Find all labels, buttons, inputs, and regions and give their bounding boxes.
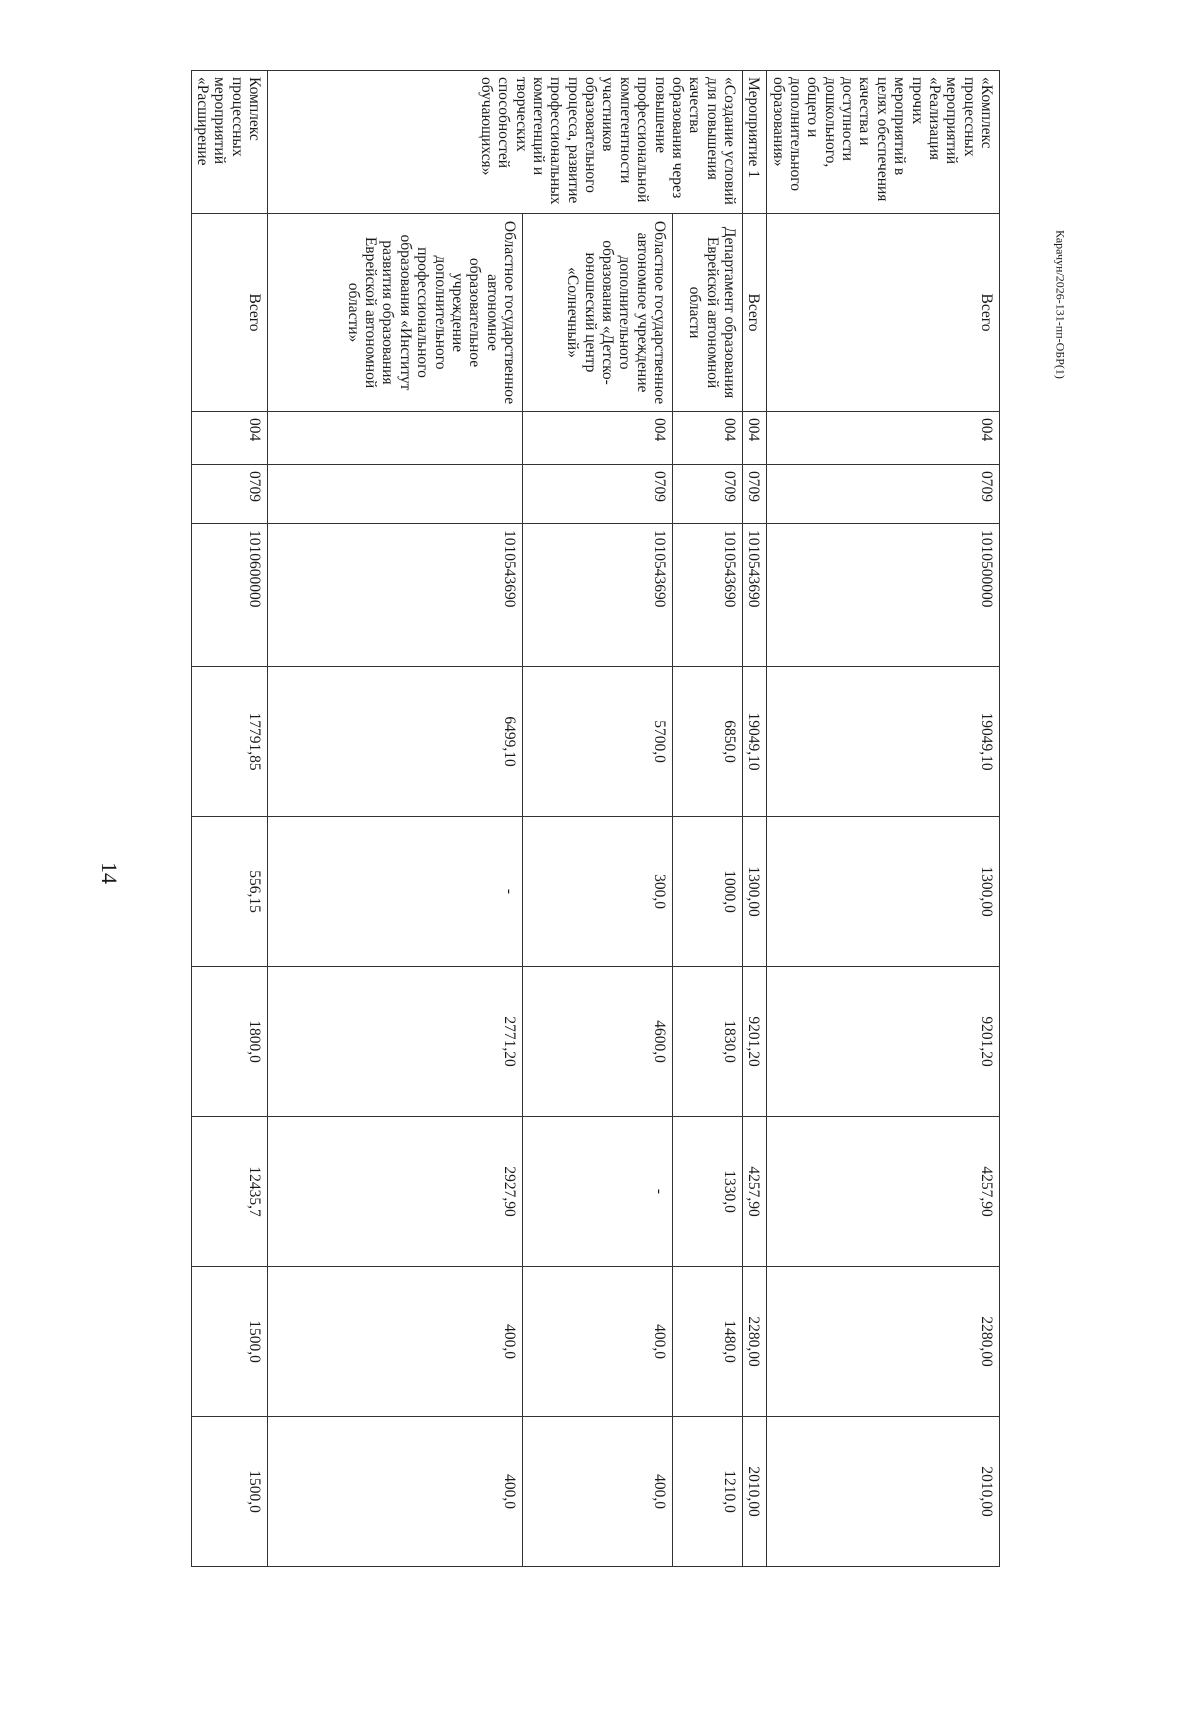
table-row [522, 71, 672, 1567]
rzpr-cell: 0709 [191, 465, 267, 524]
value-cell: 300,0 [522, 817, 672, 967]
rzpr-cell [267, 465, 522, 524]
value-cell: 4257,90 [767, 1117, 1000, 1267]
responsible-cell: Областное государственное автономное учреждение дополнительного образования «Детско-юношеский центр «Солнечный» [522, 214, 672, 412]
responsible-cell: Всего [767, 214, 1000, 412]
value-cell: 2927,90 [267, 1117, 522, 1267]
responsible-cell: Областное государственное автономное образовательное учреждение дополнительного профессионального образования «Институт развития образования Еврейской автономной области» [267, 214, 522, 412]
rzpr-cell: 0709 [672, 465, 742, 524]
grbs-cell: 004 [191, 412, 267, 465]
value-cell: 1300,00 [767, 817, 1000, 967]
document-code-text: Карачун/2026-131-пп-ОБР(1) [1053, 230, 1068, 379]
budget-table [191, 70, 1000, 1567]
csr-cell: 1010543690 [267, 524, 522, 667]
grbs-cell [267, 412, 522, 465]
value-cell: 9201,20 [767, 967, 1000, 1117]
value-cell: 1830,0 [672, 967, 742, 1117]
responsible-cell: Всего [191, 214, 267, 412]
table-row [672, 71, 742, 1567]
value-cell: 2010,00 [742, 1417, 766, 1567]
value-cell: 1500,0 [191, 1267, 267, 1417]
value-cell: 400,0 [267, 1267, 522, 1417]
responsible-cell: Департамент образования Еврейской автономной области [672, 214, 742, 412]
value-cell: 1500,0 [191, 1417, 267, 1567]
value-cell: 1480,0 [672, 1267, 742, 1417]
table-row [767, 71, 1000, 1567]
value-cell: 2010,00 [767, 1417, 1000, 1567]
table-row [742, 71, 766, 1567]
value-cell: 9201,20 [742, 967, 766, 1117]
value-cell: 2280,00 [767, 1267, 1000, 1417]
value-cell: 1000,0 [672, 817, 742, 967]
csr-cell: 1010500000 [767, 524, 1000, 667]
page-number: 14 [97, 862, 122, 884]
rzpr-cell: 0709 [742, 465, 766, 524]
responsible-cell: Всего [742, 214, 766, 412]
value-total-cell: 6850,0 [672, 667, 742, 817]
table-row [267, 71, 522, 1567]
value-cell: 12435,7 [191, 1117, 267, 1267]
csr-cell: 1010543690 [522, 524, 672, 667]
csr-cell: 1010600000 [191, 524, 267, 667]
value-total-cell: 5700,0 [522, 667, 672, 817]
grbs-cell: 004 [767, 412, 1000, 465]
value-cell: 400,0 [267, 1417, 522, 1567]
value-cell: 1300,00 [742, 817, 766, 967]
csr-cell: 1010543690 [742, 524, 766, 667]
value-cell: - [522, 1117, 672, 1267]
value-cell: 1330,0 [672, 1117, 742, 1267]
row-name-cell: Комплекс процессных мероприятий «Расширение [191, 71, 267, 214]
row-name-cell: «Создание условий для повышения качества образования через повышение профессиональной компетентности участников образовательного процесса, развитие профессиональных компетенций и творческих способностей обучающихся» [267, 71, 742, 214]
value-cell: 4257,90 [742, 1117, 766, 1267]
value-cell: 556,15 [191, 817, 267, 967]
value-cell: 400,0 [522, 1267, 672, 1417]
value-total-cell: 19049,10 [742, 667, 766, 817]
grbs-cell: 004 [672, 412, 742, 465]
rzpr-cell: 0709 [522, 465, 672, 524]
row-name-cell: «Комплекс процессных мероприятий «Реализация прочих мероприятий в целях обеспечения качества и доступности дошкольного, общего и дополнительного образования» [767, 71, 1000, 214]
rzpr-cell: 0709 [767, 465, 1000, 524]
grbs-cell: 004 [742, 412, 766, 465]
value-cell: 1800,0 [191, 967, 267, 1117]
value-cell: - [267, 817, 522, 967]
grbs-cell: 004 [522, 412, 672, 465]
value-cell: 4600,0 [522, 967, 672, 1117]
value-cell: 1210,0 [672, 1417, 742, 1567]
document-code [1053, 230, 1070, 379]
value-total-cell: 6499,10 [267, 667, 522, 817]
value-total-cell: 19049,10 [767, 667, 1000, 817]
row-name-cell: Мероприятие 1 [742, 71, 766, 214]
value-cell: 2280,00 [742, 1267, 766, 1417]
value-cell: 2771,20 [267, 967, 522, 1117]
value-total-cell: 17791,85 [191, 667, 267, 817]
csr-cell: 1010543690 [672, 524, 742, 667]
rotated-table-container [193, 70, 1000, 1517]
table-row [191, 71, 267, 1567]
value-cell: 400,0 [522, 1417, 672, 1567]
